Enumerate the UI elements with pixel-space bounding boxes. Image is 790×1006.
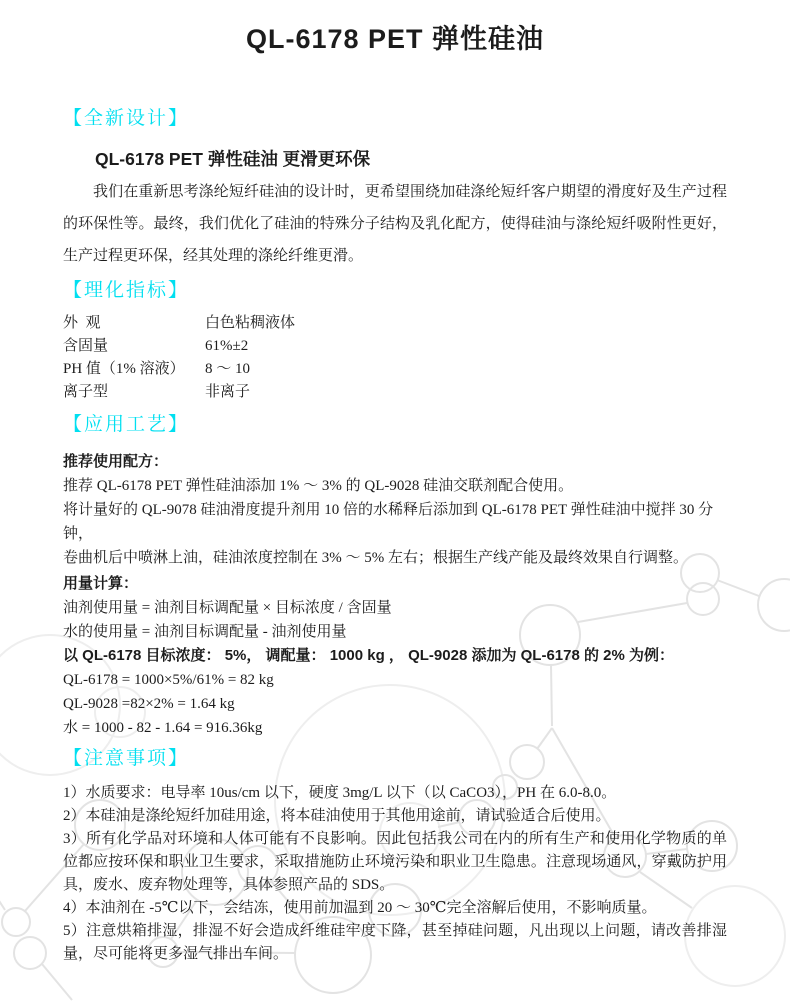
example-title: 以 QL-6178 目标浓度： 5%， 调配量： 1000 kg ， QL-9028 添加为 QL-6178 的 2% 为例： bbox=[63, 647, 674, 664]
spec-row-ionic-type bbox=[63, 381, 727, 404]
spec-row-solid-content bbox=[63, 335, 727, 358]
spec-row-ph bbox=[63, 358, 727, 381]
document-title: QL-6178 PET 弹性硅油 bbox=[245, 24, 545, 54]
recipe-line: 将计量好的 QL-9078 硅油滑度提升剂用 10 倍的水稀释后添加到 QL-6178 PET 弹性硅油中搅拌 30 分钟， bbox=[63, 502, 714, 542]
note-item: 4）本油剂在 -5℃以下，会结冻，使用前加温到 20 ～ 30℃完全溶解后使用，不影响质量。 bbox=[63, 900, 657, 916]
spec-value: 非离子 bbox=[205, 384, 251, 400]
calc-title: 用量计算： bbox=[63, 575, 139, 592]
spec-table bbox=[63, 312, 727, 404]
recipe-title: 推荐使用配方： bbox=[63, 453, 169, 470]
section-heading-notes: 【注意事项】 bbox=[63, 748, 190, 769]
spec-label: 离子型 bbox=[63, 384, 109, 400]
spec-row-appearance bbox=[63, 312, 727, 335]
design-paragraph: 我们在重新思考涤纶短纤硅油的设计时，更希望围绕加硅涤纶短纤客户期望的滑度好及生产过程的环保性等。最终，我们优化了硅油的特殊分子结构及乳化配方，使得硅油与涤纶短纤吸附性更好，生产过程更环保，经其处理的涤纶纤维更滑。 bbox=[63, 184, 727, 264]
recipe-line: 推荐 QL-6178 PET 弹性硅油添加 1% ～ 3% 的 QL-9028 硅油交联剂配合使用。 bbox=[63, 478, 574, 494]
note-item: 5）注意烘箱排湿，排湿不好会造成纤维硅牢度下降，甚至掉硅问题，凡出现以上问题，请改善排湿量，尽可能将更多湿气排出车间。 bbox=[63, 923, 727, 962]
spec-value: 8 ～ 10 bbox=[205, 361, 251, 377]
section-heading-design: 【全新设计】 bbox=[63, 108, 190, 129]
note-item: 2）本硅油是涤纶短纤加硅用途，将本硅油使用于其他用途前，请试验适合后使用。 bbox=[63, 808, 611, 824]
spec-label: 含固量 bbox=[63, 338, 109, 354]
example-line: 水 = 1000 - 82 - 1.64 = 916.36kg bbox=[63, 720, 263, 736]
spec-value: 61%±2 bbox=[205, 338, 249, 354]
note-item: 1）水质要求：电导率 10us/cm 以下，硬度 3mg/L 以下（以 CaCO3），PH 在 6.0-8.0。 bbox=[63, 785, 617, 801]
spec-label: PH 值（1% 溶液） bbox=[63, 361, 185, 377]
example-line: QL-9028 =82×2% = 1.64 kg bbox=[63, 696, 235, 712]
spec-label: 外 观 bbox=[63, 315, 101, 331]
notes-list bbox=[63, 782, 727, 966]
calc-line: 油剂使用量 = 油剂目标调配量 × 目标浓度 / 含固量 bbox=[63, 600, 392, 616]
section-heading-specs: 【理化指标】 bbox=[63, 280, 190, 301]
section-heading-application: 【应用工艺】 bbox=[63, 414, 190, 435]
note-item: 3）所有化学品对环境和人体可能有不良影响。因此包括我公司在内的所有生产和使用化学物质的单位都应按环保和职业卫生要求，采取措施防止环境污染和职业卫生隐患。注意现场通风，穿戴防护用具，废水、废弃物处理等，具体参照产品的 SDS。 bbox=[63, 831, 727, 893]
calc-line: 水的使用量 = 油剂目标调配量 - 油剂使用量 bbox=[63, 624, 347, 640]
recipe-line: 卷曲机后中喷淋上油，硅油浓度控制在 3% ～ 5% 左右；根据生产线产能及最终效果自行调整。 bbox=[63, 550, 688, 566]
spec-value: 白色粘稠液体 bbox=[205, 315, 296, 331]
design-subtitle: QL-6178 PET 弹性硅油 更滑更环保 bbox=[95, 149, 371, 169]
example-line: QL-6178 = 1000×5%/61% = 82 kg bbox=[63, 672, 274, 688]
